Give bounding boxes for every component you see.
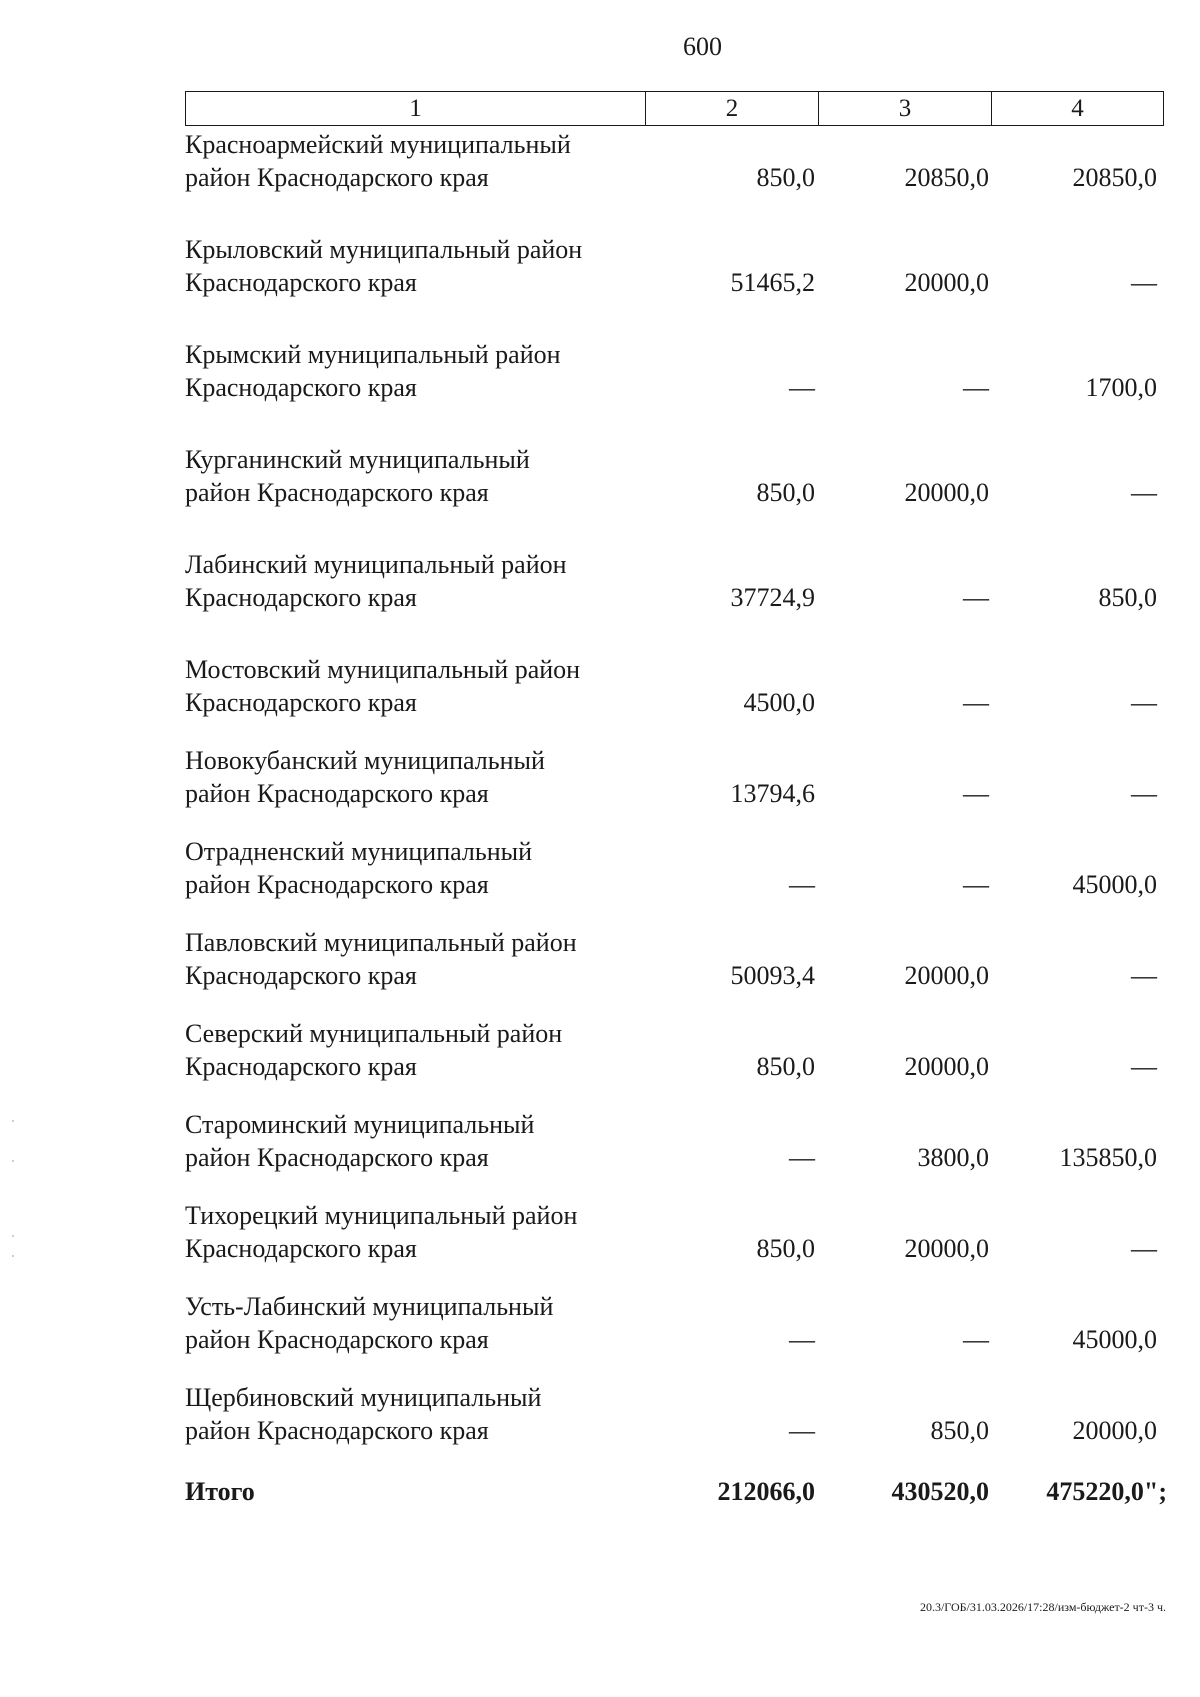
value-col2: — bbox=[789, 1416, 815, 1445]
value-col3: — bbox=[963, 1325, 989, 1354]
value-col3: 20000,0 bbox=[904, 268, 989, 297]
table-row bbox=[0, 1290, 1200, 1360]
value-col4: — bbox=[1131, 1234, 1157, 1263]
value-col4: — bbox=[1131, 961, 1157, 990]
document-stamp: 20.3/ГОБ/31.03.2026/17:28/изм-бюджет-2 чт-3 ч. bbox=[919, 1600, 1166, 1614]
value-col2: — bbox=[789, 1325, 815, 1354]
value-col3: 3800,0 bbox=[917, 1143, 989, 1172]
column-header-row bbox=[185, 91, 1164, 126]
value-col4: 45000,0 bbox=[1072, 870, 1157, 899]
district-name: Тихорецкий муниципальный район Краснодарского края bbox=[185, 1201, 578, 1263]
district-name: Курганинский муниципальный район Краснодарского края bbox=[185, 445, 530, 507]
district-name: Крымский муниципальный район Краснодарского края bbox=[185, 340, 561, 402]
total-col3: 430520,0 bbox=[891, 1477, 989, 1506]
column-header-4: 4 bbox=[1071, 95, 1084, 122]
total-label: Итого bbox=[185, 1477, 255, 1506]
value-col3: 20000,0 bbox=[904, 1234, 989, 1263]
value-col3: 20000,0 bbox=[904, 1052, 989, 1081]
table-row bbox=[0, 653, 1200, 723]
value-col2: 850,0 bbox=[756, 1052, 815, 1081]
table-row bbox=[0, 744, 1200, 814]
table-row bbox=[0, 1381, 1200, 1451]
value-col3: 20850,0 bbox=[904, 163, 989, 192]
value-col4: — bbox=[1131, 779, 1157, 808]
value-col3: — bbox=[963, 583, 989, 612]
district-name: Новокубанский муниципальный район Краснодарского края bbox=[185, 746, 545, 808]
table-row bbox=[0, 1017, 1200, 1087]
value-col2: 850,0 bbox=[756, 478, 815, 507]
table-row bbox=[0, 1199, 1200, 1269]
district-name: Отрадненский муниципальный район Краснодарского края bbox=[185, 837, 533, 899]
value-col3: — bbox=[963, 779, 989, 808]
total-col4: 475220,0"; bbox=[1046, 1477, 1167, 1506]
value-col3: 20000,0 bbox=[904, 961, 989, 990]
scan-speck bbox=[12, 1235, 14, 1237]
district-name: Северский муниципальный район Краснодарского края bbox=[185, 1019, 563, 1081]
district-name: Павловский муниципальный район Краснодарского края bbox=[185, 928, 577, 990]
value-col4: 850,0 bbox=[1098, 583, 1157, 612]
value-col4: — bbox=[1131, 478, 1157, 507]
value-col2: — bbox=[789, 373, 815, 402]
table-row bbox=[0, 548, 1200, 618]
table-row bbox=[0, 835, 1200, 905]
table-row bbox=[0, 233, 1200, 303]
value-col2: 850,0 bbox=[756, 163, 815, 192]
value-col4: 45000,0 bbox=[1072, 1325, 1157, 1354]
district-name: Щербиновский муниципальный район Краснодарского края bbox=[185, 1383, 542, 1445]
value-col4: — bbox=[1131, 688, 1157, 717]
value-col2: 13794,6 bbox=[730, 779, 815, 808]
value-col4: 20850,0 bbox=[1072, 163, 1157, 192]
value-col4: 135850,0 bbox=[1059, 1143, 1157, 1172]
column-header-3: 3 bbox=[819, 92, 992, 125]
district-name: Красноармейский муниципальный район Краснодарского края bbox=[185, 130, 571, 192]
value-col2: — bbox=[789, 1143, 815, 1172]
value-col2: 50093,4 bbox=[730, 961, 815, 990]
district-name: Староминский муниципальный район Краснодарского края bbox=[185, 1110, 535, 1172]
value-col4: — bbox=[1131, 268, 1157, 297]
district-name: Крыловский муниципальный район Краснодарского края bbox=[185, 235, 583, 297]
table-row bbox=[0, 926, 1200, 996]
district-name: Мостовский муниципальный район Краснодарского края bbox=[185, 655, 581, 717]
value-col4: — bbox=[1131, 1052, 1157, 1081]
value-col2: — bbox=[789, 870, 815, 899]
scan-speck bbox=[12, 1120, 14, 1122]
value-col3: — bbox=[963, 688, 989, 717]
value-col4: 1700,0 bbox=[1085, 373, 1157, 402]
total-row bbox=[0, 1475, 1200, 1545]
value-col3: 20000,0 bbox=[904, 478, 989, 507]
value-col2: 51465,2 bbox=[730, 268, 815, 297]
scan-speck bbox=[12, 1160, 14, 1162]
column-header-2: 2 bbox=[646, 92, 819, 125]
table-row bbox=[0, 443, 1200, 513]
district-name: Лабинский муниципальный район Краснодарского края bbox=[185, 550, 567, 612]
value-col2: 4500,0 bbox=[743, 688, 815, 717]
total-col2: 212066,0 bbox=[717, 1477, 815, 1506]
table-row bbox=[0, 338, 1200, 408]
page-number: 600 bbox=[683, 32, 722, 61]
value-col3: 850,0 bbox=[930, 1416, 989, 1445]
scan-speck bbox=[12, 1255, 14, 1257]
column-header-1: 1 bbox=[186, 92, 646, 125]
value-col3: — bbox=[963, 870, 989, 899]
table-row bbox=[0, 1108, 1200, 1178]
district-name: Усть-Лабинский муниципальный район Краснодарского края bbox=[185, 1292, 554, 1354]
value-col3: — bbox=[963, 373, 989, 402]
table-row bbox=[0, 128, 1200, 198]
value-col2: 850,0 bbox=[756, 1234, 815, 1263]
value-col2: 37724,9 bbox=[730, 583, 815, 612]
value-col4: 20000,0 bbox=[1072, 1416, 1157, 1445]
